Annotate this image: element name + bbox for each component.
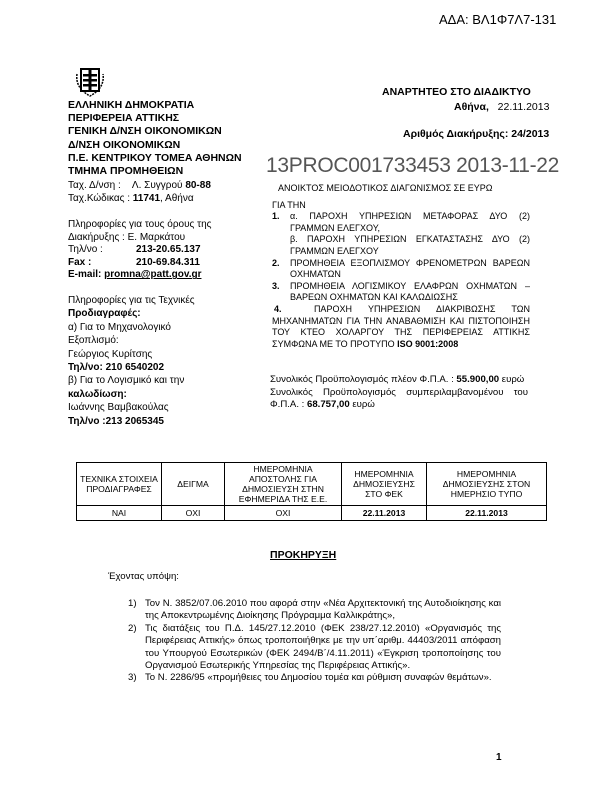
tech-a: α) Για το Μηχανολογικό bbox=[68, 321, 171, 333]
item-text: ΠΑΡΟΧΗ ΥΠΗΡΕΣΙΩΝ ΔΙΑΚΡΙΒΩΣΗΣ ΤΩΝ ΜΗΧΑΝΗΜΑΤΩΝ ΓΙΑ ΤΗΝ ΑΝΑΒΑΘΜΙΣΗ ΚΑΙ ΠΙΣΤΟΠΟΙΗΣΗ ΤΟΥ ΚΤΕΟ ΧΟΛΑΡΓΟΥ ΤΗΣ ΠΕΡΙΦΕΡΕΙΑΣ ΑΤΤΙΚΗΣ ΣΥΜΦΩΝΑ ΜΕ ΤΟ ΠΡΟΤΥΠΟ bbox=[272, 303, 530, 349]
ada-code: ΑΔΑ: ΒΛ1Φ7Λ7-131 bbox=[439, 12, 557, 27]
table-header: ΔΕΙΓΜΑ bbox=[162, 463, 225, 506]
item-text: α. ΠΑΡΟΧΗ ΥΠΗΡΕΣΙΩΝ ΜΕΤΑΦΟΡΑΣ ΔΥΟ (2) ΓΡΑΜΜΩΝ ΕΛΕΓΧΟΥ, bbox=[290, 211, 530, 233]
item-text: β. ΠΑΡΟΧΗ ΥΠΗΡΕΣΙΩΝ ΕΓΚΑΤΑΣΤΑΣΗΣ ΔΥΟ (2) ΓΡΑΜΜΩΝ ΕΛΕΓΧΟΥ bbox=[290, 234, 530, 256]
proclamation-intro: Έχοντας υπόψη: bbox=[108, 571, 179, 582]
tender-item bbox=[272, 304, 530, 350]
greek-emblem-icon bbox=[73, 66, 107, 98]
street-label: Ταχ. Δ/νση : bbox=[68, 180, 121, 191]
item-number: 1. bbox=[272, 211, 280, 222]
tech-b-2: καλωδίωση: bbox=[68, 388, 127, 400]
iso-standard: ISO 9001:2008 bbox=[397, 338, 459, 349]
item-number: 3. bbox=[272, 280, 280, 291]
item-number: 1) bbox=[128, 598, 137, 609]
issuer-line: Π.Ε. ΚΕΝΤΡΙΚΟΥ ΤΟΜΕΑ ΑΘΗΝΩΝ bbox=[68, 151, 242, 164]
tech-title-2: Προδιαγραφές: bbox=[68, 308, 141, 320]
tender-item bbox=[272, 211, 530, 257]
table-header: ΤΕΧΝΙΚΑ ΣΤΟΙΧΕΙΑ ΠΡΟΔΙΑΓΡΑΦΕΣ bbox=[77, 463, 162, 506]
phone-label: Τηλ/νο : bbox=[68, 415, 106, 427]
item-number: 2) bbox=[128, 622, 137, 634]
watermark: 13PROC001733453 2013-11-22 bbox=[266, 154, 560, 177]
table-header: ΗΜΕΡΟΜΗΝΙΑ ΔΗΜΟΣΙΕΥΣΗΣ ΣΤΟΝ ΗΜΕΡΗΣΙΟ ΤΥΠΟ bbox=[427, 463, 547, 506]
list-item bbox=[128, 623, 501, 673]
declaration-number: Αριθμός Διακήρυξης: 24/2013 bbox=[403, 128, 550, 140]
phone-value: 210 6540202 bbox=[102, 362, 164, 374]
page-number: 1 bbox=[496, 752, 502, 763]
table-header: ΗΜΕΡΟΜΗΝΙΑ ΑΠΟΣΤΟΛΗΣ ΓΙΑ ΔΗΜΟΣΙΕΥΣΗ ΣΤΗΝ ΕΦΗΜΕΡΙΔΑ ΤΗΣ Ε.Ε. bbox=[225, 463, 342, 506]
table-cell: 22.11.2013 bbox=[427, 506, 547, 521]
date-line bbox=[454, 101, 549, 113]
item-text: Τον Ν. 3852/07.06.2010 που αφορά στην «Νέα Αρχιτεκτονική της Αυτοδιοίκησης και της Αποκεντρωμένης Διοίκησης Πρόγραμμα Καλλικράτης», bbox=[145, 598, 501, 622]
tech-b: β) Για το Λογισμικό και την bbox=[68, 375, 185, 387]
tech-a-name: Γεώργιος Κυρίτσης bbox=[68, 348, 153, 360]
place: Αθήνα, bbox=[454, 101, 489, 113]
issuer-line: ΤΜΗΜΑ ΠΡΟΜΗΘΕΙΩΝ bbox=[68, 165, 184, 178]
contact-label: Διακήρυξης : bbox=[68, 231, 125, 243]
tech-a-2: Εξοπλισμό: bbox=[68, 335, 119, 347]
item-text: ΠΡΟΜΗΘΕΙΑ ΕΞΟΠΛΙΣΜΟΥ ΦΡΕΝΟΜΕΤΡΩΝ ΒΑΡΕΩΝ ΟΧΗΜΑΤΩΝ bbox=[290, 257, 530, 280]
tender-item bbox=[272, 258, 530, 281]
currency: ευρώ bbox=[349, 399, 375, 411]
item-number: 2. bbox=[272, 257, 280, 268]
phone-label: Τηλ/νο: bbox=[68, 362, 103, 374]
tech-title: Πληροφορίες για τις Τεχνικές bbox=[68, 295, 195, 306]
post-online-note: ΑΝΑΡΤΗΤΕΟ ΣΤΟ ΔΙΑΔΙΚΤΥΟ bbox=[382, 86, 531, 98]
address-block bbox=[68, 180, 268, 205]
tech-b-name: Ιωάννης Βαμβακούλας bbox=[68, 402, 169, 414]
zip-label: Ταχ.Κώδικας : bbox=[68, 192, 130, 204]
proclamation-title: ΠΡΟΚΗΡΥΞΗ bbox=[270, 549, 337, 561]
item-text: Το Ν. 2286/95 «προμήθειες του Δημοσίου τομέα και ρύθμιση συναφών θεμάτων». bbox=[145, 672, 492, 684]
tender-title: ΑΝΟΙΚΤΟΣ ΜΕΙΟΔΟΤΙΚΟΣ ΔΙΑΓΩΝΙΣΜΟΣ ΣΕ ΕΥΡΩ bbox=[278, 183, 493, 193]
issuer-line: ΓΕΝΙΚΗ Δ/ΝΣΗ ΟΙΚΟΝΟΜΙΚΩΝ bbox=[68, 125, 222, 138]
budget-net-label: Συνολικός Προϋπολογισμός πλέον Φ.Π.Α. : bbox=[270, 374, 454, 385]
contact-name: Ε. Μαρκάτου bbox=[124, 231, 186, 243]
tender-item bbox=[272, 281, 530, 304]
zip: 11741 bbox=[130, 192, 161, 204]
contact-terms-title: Πληροφορίες για τους όρους της bbox=[68, 219, 212, 230]
fax-label: Fax : bbox=[68, 256, 92, 268]
table-cell: ΟΧΙ bbox=[225, 506, 342, 521]
budget-gross-label: Συνολικός Προϋπολογισμός συμπεριλαμβανομένου του Φ.Π.Α. : bbox=[270, 386, 528, 411]
considerations-list bbox=[128, 598, 501, 685]
street: Λ. Συγγρού bbox=[131, 180, 186, 191]
item-number: 3) bbox=[128, 672, 137, 684]
contact-terms bbox=[68, 219, 268, 282]
city: , Αθήνα bbox=[160, 192, 194, 204]
table-row bbox=[77, 506, 547, 521]
email-link[interactable]: promna@patt.gov.gr bbox=[104, 269, 202, 281]
phone-label: Τηλ/νο : bbox=[68, 244, 103, 256]
publication-table bbox=[76, 462, 547, 521]
issuer-line: Δ/ΝΣΗ ΟΙΚΟΝΟΜΙΚΩΝ bbox=[68, 138, 181, 151]
list-item bbox=[128, 598, 501, 623]
table-header: ΗΜΕΡΟΜΗΝΙΑ ΔΗΜΟΣΙΕΥΣΗΣ ΣΤΟ ΦΕΚ bbox=[342, 463, 427, 506]
tender-block bbox=[272, 183, 530, 350]
issuer-line: ΕΛΛΗΝΙΚΗ ΔΗΜΟΚΡΑΤΙΑ bbox=[68, 99, 195, 111]
phone-value: 213 2065345 bbox=[105, 415, 164, 427]
table-cell: 22.11.2013 bbox=[342, 506, 427, 521]
email-label: E-mail: bbox=[68, 269, 102, 281]
currency: ευρώ bbox=[499, 374, 525, 385]
issuer-header bbox=[68, 99, 242, 178]
table-header-row bbox=[77, 463, 547, 506]
contact-tech bbox=[68, 294, 268, 428]
table-cell: ΟΧΙ bbox=[162, 506, 225, 521]
tender-for: ΓΙΑ ΤΗΝ bbox=[272, 199, 306, 210]
street-number: 80-88 bbox=[185, 180, 211, 191]
list-item bbox=[128, 672, 501, 684]
budget-gross: 68.757,00 bbox=[304, 399, 350, 411]
phone-value: 213-20.65.137 bbox=[136, 244, 201, 256]
issuer-line: ΠΕΡΙΦΕΡΕΙΑ ΑΤΤΙΚΗΣ bbox=[68, 112, 180, 125]
item-number: 4. bbox=[274, 303, 282, 314]
table-cell: ΝΑΙ bbox=[77, 506, 162, 521]
budget-block bbox=[270, 374, 528, 412]
fax-value: 210-69.84.311 bbox=[136, 256, 200, 268]
date: 22.11.2013 bbox=[497, 101, 550, 113]
item-text: Τις διατάξεις του Π.Δ. 145/27.12.2010 (ΦΕΚ 238/27.12.2010) «Οργανισμός της Περιφέρειας Αττικής» όπως τροποποιήθηκε με την υπ΄αριθμ. 44403/2011 απόφαση του Υπουργού Εσωτερικών (ΦΕΚ 2494/Β΄/4.11.2011) «Έγκριση τροποποίησης του Οργανισμού Εσωτερικής Υπηρεσίας της Περιφέρειας Αττικής». bbox=[145, 622, 501, 672]
budget-net: 55.900,00 bbox=[453, 374, 500, 385]
item-text: ΠΡΟΜΗΘΕΙΑ ΛΟΓΙΣΜΙΚΟΥ ΕΛΑΦΡΩΝ ΟΧΗΜΑΤΩΝ – ΒΑΡΕΩΝ ΟΧΗΜΑΤΩΝ ΚΑΙ ΚΑΛΩΔΙΩΣΗΣ bbox=[290, 280, 530, 303]
